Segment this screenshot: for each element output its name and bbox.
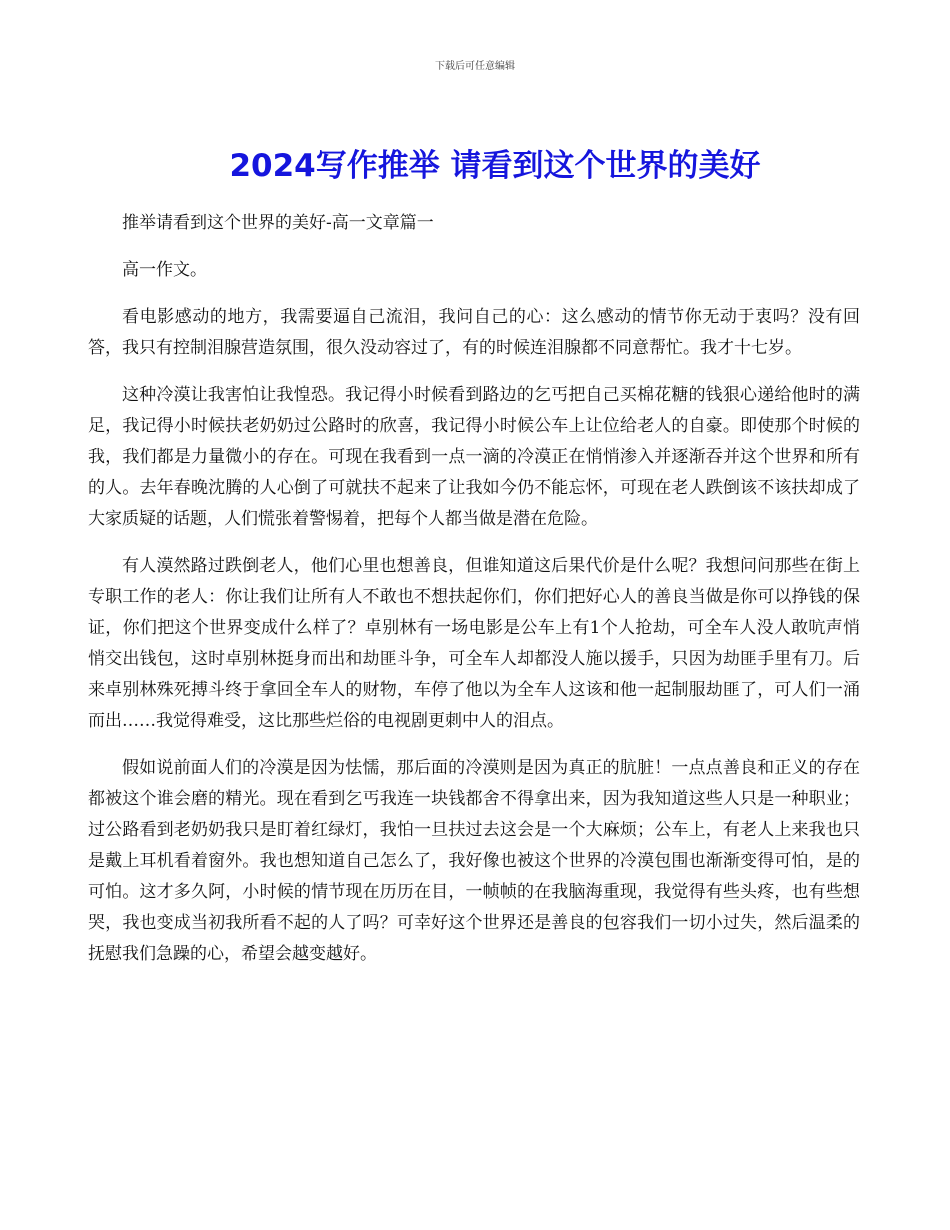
paragraph-genre: 高一作文。 [122, 260, 207, 280]
paragraph-subtitle: 推举请看到这个世界的美好-高一文章篇一 [122, 213, 434, 233]
document-body [88, 208, 860, 986]
page-title: 2024写作推举 请看到这个世界的美好 [229, 148, 761, 184]
paragraph-1: 看电影感动的地方，我需要逼自己流泪，我问自己的心：这么感动的情节你无动于衷吗？没有回答，我只有控制泪腺营造氛围，很久没动容过了，有的时候连泪腺都不同意帮忙。我才十七岁。 [88, 307, 860, 358]
paragraph-4: 假如说前面人们的冷漠是因为怯懦，那后面的冷漠则是因为真正的肮脏！一点点善良和正义的存在都被这个谁会磨的精光。现在看到乞丐我连一块钱都舍不得拿出来，因为我知道这些人只是一种职业；过公路看到老奶奶我只是盯着红绿灯，我怕一旦扶过去这会是一个大麻烦；公车上，有老人上来我也只是戴上耳机看着窗外。我也想知道自己怎么了，我好像也被这个世界的冷漠包围也渐渐变得可怕，是的可怕。这才多久阿，小时候的情节现在历历在目，一帧帧的在我脑海重现，我觉得有些头疼，也有些想哭，我也变成当初我所看不起的人了吗？可幸好这个世界还是善良的包容我们一切小过失，然后温柔的抚慰我们急躁的心，希望会越变越好。 [88, 758, 860, 964]
paragraph-3: 有人漠然路过跌倒老人，他们心里也想善良，但谁知道这后果代价是什么呢？我想问问那些在街上专职工作的老人：你让我们让所有人不敢也不想扶起你们，你们把好心人的善良当做是你可以挣钱的保证，你们把这个世界变成什么样了？卓别林有一场电影是公车上有1个人抢劫，可全车人没人敢吭声悄悄交出钱包，这时卓别林挺身而出和劫匪斗争，可全车人却都没人施以援手，只因为劫匪手里有刀。后来卓别林殊死搏斗终于拿回全车人的财物，车停了他以为全车人这该和他一起制服劫匪了，可人们一涌而出……我觉得难受，这比那些烂俗的电视剧更刺中人的泪点。 [88, 556, 860, 731]
header-note: 下载后可任意编辑 [435, 61, 515, 72]
paragraph-2: 这种冷漠让我害怕让我惶恐。我记得小时候看到路边的乞丐把自己买棉花糖的钱狠心递给他时的满足，我记得小时候扶老奶奶过公路时的欣喜，我记得小时候公车上让位给老人的自豪。即使那个时候的我，我们都是力量微小的存在。可现在我看到一点一滴的冷漠正在悄悄渗入并逐渐吞并这个世界和所有的人。去年春晚沈腾的人心倒了可就扶不起来了让我如今仍不能忘怀，可现在老人跌倒该不该扶却成了大家质疑的话题，人们慌张着警惕着，把每个人都当做是潜在危险。 [88, 385, 860, 529]
